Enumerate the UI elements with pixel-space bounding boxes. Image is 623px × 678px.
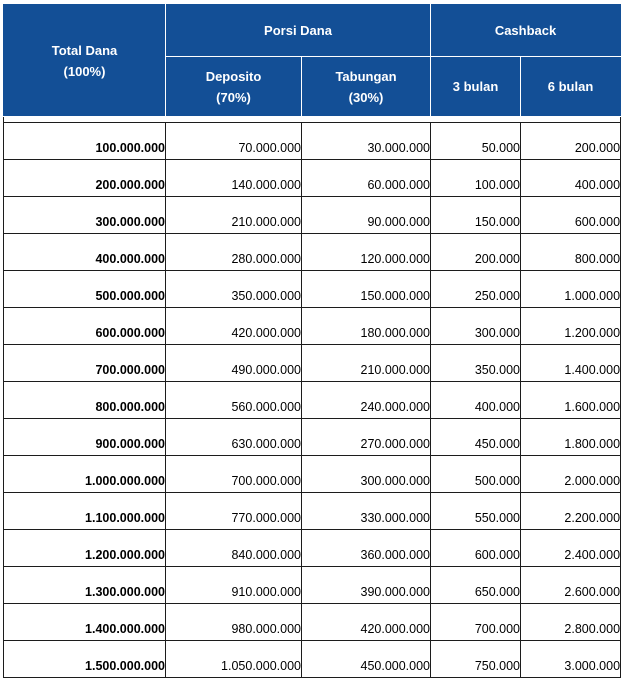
cell-m3 bbox=[431, 493, 521, 530]
cell-deposito-value: 140.000.000 bbox=[231, 178, 301, 192]
cell-total-value: 900.000.000 bbox=[95, 437, 165, 451]
table-row bbox=[4, 493, 621, 530]
table-row bbox=[4, 530, 621, 567]
cell-m6-value: 2.000.000 bbox=[564, 474, 621, 488]
cell-tabungan-value: 240.000.000 bbox=[360, 400, 431, 414]
cell-m3 bbox=[431, 308, 521, 345]
cell-total bbox=[4, 604, 166, 641]
header-cashback: Cashback bbox=[431, 5, 621, 57]
cell-deposito-value: 280.000.000 bbox=[231, 252, 301, 266]
cell-m3 bbox=[431, 123, 521, 160]
cell-m3-value: 250.000 bbox=[474, 289, 521, 303]
cell-deposito bbox=[166, 197, 302, 234]
cell-m6 bbox=[521, 271, 621, 308]
cell-tabungan bbox=[302, 530, 431, 567]
cell-total-value: 300.000.000 bbox=[95, 215, 165, 229]
cell-deposito-value: 490.000.000 bbox=[231, 363, 301, 377]
cell-tabungan bbox=[302, 308, 431, 345]
cell-tabungan-value: 30.000.000 bbox=[367, 141, 431, 155]
cell-total-value: 400.000.000 bbox=[95, 252, 165, 266]
cell-deposito bbox=[166, 493, 302, 530]
cell-tabungan-value: 420.000.000 bbox=[360, 622, 431, 636]
cell-tabungan-value: 120.000.000 bbox=[360, 252, 431, 266]
header-tabungan bbox=[302, 57, 431, 117]
cell-m3 bbox=[431, 419, 521, 456]
cell-m3 bbox=[431, 604, 521, 641]
cell-total-value: 1.500.000.000 bbox=[85, 659, 165, 673]
cell-total bbox=[4, 160, 166, 197]
cell-deposito-value: 1.050.000.000 bbox=[221, 659, 301, 673]
cell-m3-value: 350.000 bbox=[474, 363, 521, 377]
cell-tabungan-value: 150.000.000 bbox=[360, 289, 431, 303]
cell-tabungan bbox=[302, 456, 431, 493]
cell-deposito bbox=[166, 456, 302, 493]
cell-m6-value: 3.000.000 bbox=[564, 659, 621, 673]
cell-m3-value: 450.000 bbox=[474, 437, 521, 451]
cell-m3-value: 50.000 bbox=[481, 141, 521, 155]
cell-m6-value: 2.600.000 bbox=[564, 585, 621, 599]
cell-m3 bbox=[431, 382, 521, 419]
cell-deposito-value: 980.000.000 bbox=[231, 622, 301, 636]
cell-tabungan-value: 270.000.000 bbox=[360, 437, 431, 451]
table-row bbox=[4, 456, 621, 493]
cell-m3-value: 500.000 bbox=[474, 474, 521, 488]
cell-m6 bbox=[521, 160, 621, 197]
cell-tabungan bbox=[302, 271, 431, 308]
table-row bbox=[4, 160, 621, 197]
cell-tabungan-value: 450.000.000 bbox=[360, 659, 431, 673]
cell-tabungan bbox=[302, 382, 431, 419]
cell-total bbox=[4, 382, 166, 419]
cell-tabungan-value: 90.000.000 bbox=[367, 215, 431, 229]
cell-m3-value: 700.000 bbox=[474, 622, 521, 636]
cell-m6 bbox=[521, 493, 621, 530]
cell-m3 bbox=[431, 641, 521, 678]
cell-m3 bbox=[431, 530, 521, 567]
cell-total-value: 1.300.000.000 bbox=[85, 585, 165, 599]
table-row bbox=[4, 641, 621, 678]
cell-m6-value: 2.400.000 bbox=[564, 548, 621, 562]
cell-total bbox=[4, 567, 166, 604]
cell-total-value: 1.400.000.000 bbox=[85, 622, 165, 636]
cell-total-value: 1.200.000.000 bbox=[85, 548, 165, 562]
cell-total bbox=[4, 123, 166, 160]
cell-tabungan bbox=[302, 345, 431, 382]
cell-m3 bbox=[431, 234, 521, 271]
cell-tabungan-value: 360.000.000 bbox=[360, 548, 431, 562]
cell-m6 bbox=[521, 345, 621, 382]
cell-total-value: 200.000.000 bbox=[95, 178, 165, 192]
cell-deposito bbox=[166, 271, 302, 308]
cell-deposito-value: 770.000.000 bbox=[231, 511, 301, 525]
header-total-dana bbox=[4, 5, 166, 117]
cell-deposito bbox=[166, 123, 302, 160]
cell-total bbox=[4, 641, 166, 678]
cell-m3-value: 600.000 bbox=[474, 548, 521, 562]
table-body bbox=[4, 117, 621, 678]
cell-m3 bbox=[431, 345, 521, 382]
cell-deposito-value: 70.000.000 bbox=[238, 141, 301, 155]
cell-m3-value: 650.000 bbox=[474, 585, 521, 599]
cell-m3 bbox=[431, 160, 521, 197]
cell-m6 bbox=[521, 419, 621, 456]
cell-m6-value: 400.000 bbox=[574, 178, 621, 192]
cashback-table bbox=[3, 4, 621, 678]
cell-deposito-value: 910.000.000 bbox=[231, 585, 301, 599]
cell-total-value: 1.100.000.000 bbox=[85, 511, 165, 525]
cell-m6-value: 200.000 bbox=[574, 141, 621, 155]
table-row bbox=[4, 382, 621, 419]
cell-total-value: 800.000.000 bbox=[95, 400, 165, 414]
cell-tabungan bbox=[302, 493, 431, 530]
cell-m3-value: 200.000 bbox=[474, 252, 521, 266]
table-row bbox=[4, 567, 621, 604]
cell-tabungan-value: 300.000.000 bbox=[360, 474, 431, 488]
cell-tabungan bbox=[302, 234, 431, 271]
cell-deposito bbox=[166, 345, 302, 382]
cell-deposito-value: 420.000.000 bbox=[231, 326, 301, 340]
cell-deposito bbox=[166, 160, 302, 197]
cell-total bbox=[4, 234, 166, 271]
cell-deposito bbox=[166, 567, 302, 604]
cell-tabungan-value: 390.000.000 bbox=[360, 585, 431, 599]
cell-total-value: 500.000.000 bbox=[95, 289, 165, 303]
cell-m3-value: 400.000 bbox=[474, 400, 521, 414]
cell-m6 bbox=[521, 604, 621, 641]
cell-m3-value: 300.000 bbox=[474, 326, 521, 340]
cell-total bbox=[4, 308, 166, 345]
cell-m6 bbox=[521, 567, 621, 604]
cell-total bbox=[4, 345, 166, 382]
cell-m3-value: 550.000 bbox=[474, 511, 521, 525]
cell-m6 bbox=[521, 123, 621, 160]
table-row bbox=[4, 271, 621, 308]
header-total-pct: (100%) bbox=[63, 63, 106, 79]
cell-deposito-value: 210.000.000 bbox=[231, 215, 301, 229]
cell-tabungan bbox=[302, 123, 431, 160]
cell-total-value: 1.000.000.000 bbox=[85, 474, 165, 488]
header-porsi-dana: Porsi Dana bbox=[166, 5, 431, 57]
cell-total bbox=[4, 530, 166, 567]
cell-total-value: 700.000.000 bbox=[95, 363, 165, 377]
cell-m6-value: 1.600.000 bbox=[564, 400, 621, 414]
cell-tabungan bbox=[302, 604, 431, 641]
cell-tabungan bbox=[302, 419, 431, 456]
cell-deposito-value: 630.000.000 bbox=[231, 437, 301, 451]
table-header bbox=[4, 5, 621, 117]
cell-total bbox=[4, 197, 166, 234]
table-row bbox=[4, 308, 621, 345]
cell-m3 bbox=[431, 271, 521, 308]
cell-tabungan bbox=[302, 197, 431, 234]
cell-total-value: 600.000.000 bbox=[95, 326, 165, 340]
cell-deposito bbox=[166, 419, 302, 456]
cell-tabungan-value: 180.000.000 bbox=[360, 326, 431, 340]
cell-total bbox=[4, 271, 166, 308]
cell-m6-value: 1.000.000 bbox=[564, 289, 621, 303]
cell-deposito-value: 840.000.000 bbox=[231, 548, 301, 562]
cell-tabungan bbox=[302, 567, 431, 604]
cell-tabungan-value: 330.000.000 bbox=[360, 511, 431, 525]
cell-tabungan bbox=[302, 641, 431, 678]
cell-m6 bbox=[521, 382, 621, 419]
cell-deposito bbox=[166, 234, 302, 271]
cell-total-value: 100.000.000 bbox=[95, 141, 165, 155]
cell-tabungan-value: 210.000.000 bbox=[360, 363, 431, 377]
cell-deposito bbox=[166, 308, 302, 345]
cell-m6-value: 800.000 bbox=[574, 252, 621, 266]
cell-m6-value: 600.000 bbox=[574, 215, 621, 229]
cell-m6 bbox=[521, 234, 621, 271]
table-row bbox=[4, 345, 621, 382]
cell-m6 bbox=[521, 641, 621, 678]
header-total-label: Total Dana bbox=[51, 42, 118, 58]
header-3-bulan: 3 bulan bbox=[431, 57, 521, 117]
cell-m3-value: 100.000 bbox=[474, 178, 521, 192]
cell-deposito bbox=[166, 604, 302, 641]
header-deposito bbox=[166, 57, 302, 117]
cell-m3 bbox=[431, 456, 521, 493]
cell-m6-value: 2.800.000 bbox=[564, 622, 621, 636]
header-6-bulan: 6 bulan bbox=[521, 57, 621, 117]
cell-m6 bbox=[521, 197, 621, 234]
cell-m6 bbox=[521, 530, 621, 567]
cell-tabungan bbox=[302, 160, 431, 197]
cell-m6-value: 1.800.000 bbox=[564, 437, 621, 451]
cell-m3 bbox=[431, 567, 521, 604]
table-row bbox=[4, 604, 621, 641]
cell-m6 bbox=[521, 456, 621, 493]
cell-m3 bbox=[431, 197, 521, 234]
cell-deposito-value: 350.000.000 bbox=[231, 289, 301, 303]
table-row bbox=[4, 419, 621, 456]
header-tabungan-label: Tabungan bbox=[335, 68, 397, 84]
table-row bbox=[4, 234, 621, 271]
cell-total bbox=[4, 493, 166, 530]
table-row bbox=[4, 123, 621, 160]
header-deposito-pct: (70%) bbox=[216, 89, 251, 105]
cell-m6-value: 2.200.000 bbox=[564, 511, 621, 525]
cell-deposito bbox=[166, 382, 302, 419]
cell-total bbox=[4, 419, 166, 456]
cell-deposito bbox=[166, 530, 302, 567]
table-row bbox=[4, 197, 621, 234]
cell-total bbox=[4, 456, 166, 493]
cell-deposito-value: 560.000.000 bbox=[231, 400, 301, 414]
cell-tabungan-value: 60.000.000 bbox=[367, 178, 431, 192]
cell-deposito bbox=[166, 641, 302, 678]
cell-m3-value: 150.000 bbox=[474, 215, 521, 229]
cell-deposito-value: 700.000.000 bbox=[231, 474, 301, 488]
header-deposito-label: Deposito bbox=[205, 68, 262, 84]
cell-m3-value: 750.000 bbox=[474, 659, 521, 673]
cell-m6-value: 1.400.000 bbox=[564, 363, 621, 377]
cell-m6 bbox=[521, 308, 621, 345]
cell-m6-value: 1.200.000 bbox=[564, 326, 621, 340]
header-tabungan-pct: (30%) bbox=[348, 89, 384, 105]
